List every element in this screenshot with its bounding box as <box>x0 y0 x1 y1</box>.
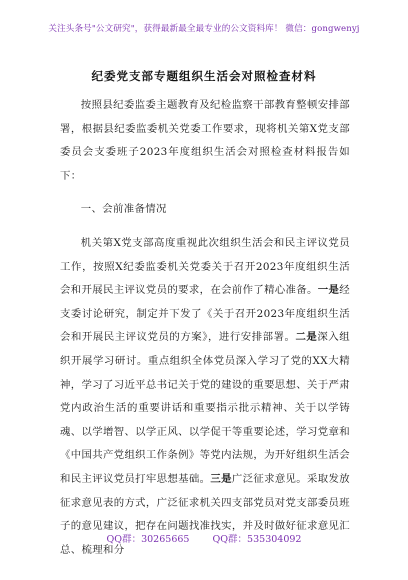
point-marker: 二是 <box>295 331 318 344</box>
intro-paragraph: 按照县纪委监委主题教育及纪检监察干部教育整顿安排部署，根据县纪委监委机关党委工作要求，现将机关第X党支部委员会支委班子2023年度组织生活会对照检查材料报告如下： <box>60 99 350 182</box>
paragraph-text: 深入组织开展学习研讨。重点组织全体党员深入学习了党的XX大精神，学习了习近平总书记关于党的建设的重要思想、关于严肃党内政治生活的重要讲话和重要指示批示精神、关于以学铸魂、以学增智、以学正风、以学促干等重要论述，学习党章和《中国共产党组织工作条例》等党内法规，为开好组织生活会和民主评议党员打牢思想基础。 <box>60 331 350 485</box>
point-marker: 三是 <box>210 472 232 485</box>
paragraph-text: 经支委讨论研究，制定并下发了《关于召开2023年度组织生活会和开展民主评议党员的方案》，进行安排部署。 <box>60 284 351 344</box>
paragraph-text: 机关第X党支部高度重视此次组织生活会和民主评议党员工作，按照X纪委监委机关党委关于召开2023年度组织生活会和开展民主评议党员的要求，在会前作了精心准备。 <box>60 236 350 297</box>
qq-group-1: QQ群：30265665 <box>106 534 190 545</box>
section-heading: 一、会前准备情况 <box>80 203 167 216</box>
footer-contacts <box>0 531 408 545</box>
point-marker: 一是 <box>317 284 340 297</box>
document-title: 纪委党支部专题组织生活会对照检查材料 <box>91 69 317 83</box>
document-body <box>60 94 350 562</box>
preparation-paragraph <box>60 232 350 562</box>
qq-group-2: QQ群：535304092 <box>212 534 302 545</box>
paragraph-text: 广泛征求意见。采取发放征求意见表的方式，广泛征求机关四支部党员对党支部委员班子的意见建议，把存在问题找准找实，并及时做好征求意见汇总、梳理和分 <box>60 472 351 556</box>
header-banner: 关注头条号"公文研究"，获得最新最全最专业的公文资料库！ 微信：gongwenyj <box>48 24 360 34</box>
